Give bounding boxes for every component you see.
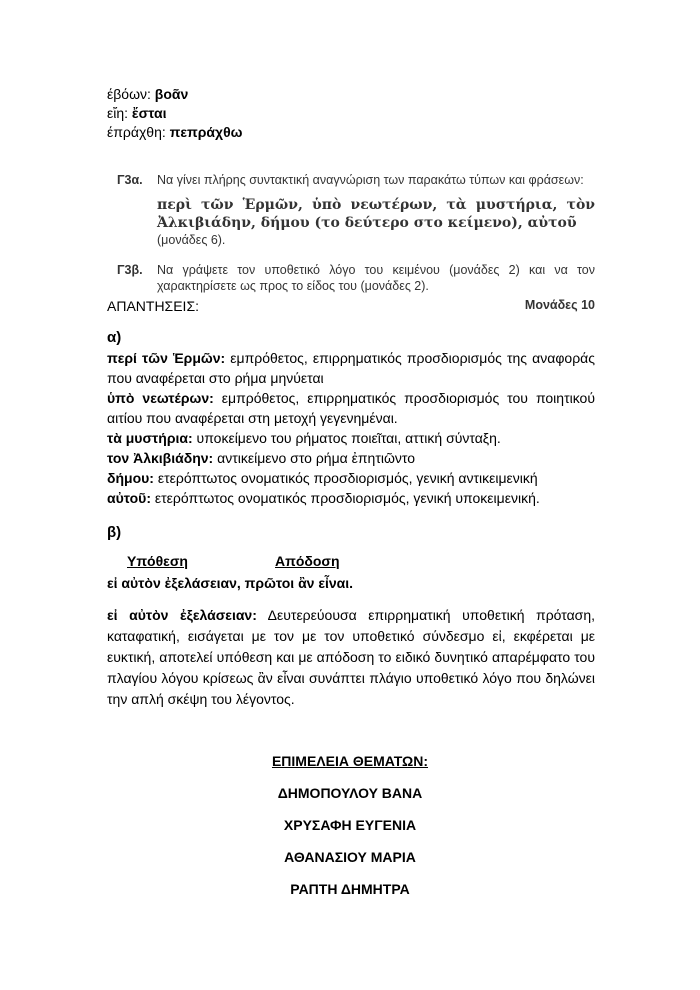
conditional-headers [107,553,595,573]
question-text: Να γίνει πλήρης συντακτική αναγνώριση των παρακάτω τύπων και φράσεων: [157,173,584,187]
answer-item: δήμου: ετερόπτωτος ονοματικός προσδιορισμός, γενική αντικειμενική [107,470,538,486]
verb-form-line: έβόων: βοᾶν [107,86,189,102]
question-code: Γ3β. [117,263,143,277]
question-text: Να γράψετε τον υποθετικό λόγο του κειμένου (μονάδες 2) και να τον χαρακτηρίσετε ως προς το είδος του (μονάδες 2). [157,263,595,293]
question-code: Γ3α. [117,173,143,187]
question-terms: περὶ τῶν Ἑρμῶν, ὑπὸ νεωτέρων, τὰ μυστήρια, τὸν Ἀλκιβιάδην, δήμου (το δεύτερο στο κείμενο), αὐτοῦ [157,197,595,231]
answer-item: περί τῶν Ἑρμῶν: εμπρόθετος, επιρρηματικός προσδιορισμός της αναφοράς που αναφέρεται στο ρήμα μηνύεται [107,350,595,386]
credit-name: ΔΗΜΟΠΟΥΛΟΥ ΒΑΝΑ [277,785,423,801]
credits-block [0,745,700,905]
answer-item: τον Ἀλκιβιάδην: αντικείμενο στο ρήμα ἐπητιῶντο [107,450,416,466]
verb-form-line: έπράχθη: πεπράχθω [107,124,243,140]
apodosis-header: Απόδοση [275,553,340,569]
section-b [107,523,595,710]
section-a-label: α) [107,329,122,346]
verb-forms-list [107,85,242,142]
verb-form-line: εἴη: ἔσται [107,105,167,121]
conditional-analysis: εἰ αὐτὸν ἐξελάσειαν: Δευτερεύουσα επιρρηματική υποθετική πρόταση, καταφατική, εισάγεται με τον με τον υποθετικό σύνδεσμο εἰ, εκφέρεται με ευκτική, αποτελεί υπόθεση και με απόδοση το ειδικό δυνητικό απαρέμφατο του πλαγίου λόγου κρίσεως ἂν εἶναι συνάπτει πλάγιο υποθετικό λόγο που δηλώνει την απλή σκέψη του λέγοντος. [107,607,595,707]
answer-item: τὰ μυστήρια: υποκείμενο του ρήματος ποιεῖται, αττική σύνταξη. [107,430,501,446]
hypothesis-header: Υπόθεση [127,553,188,569]
marks-label: Μονάδες 10 [524,298,595,312]
section-b-label: β) [107,524,122,541]
question-units: (μονάδες 6). [157,233,226,247]
credit-name: ΡΑΠΤΗ ΔΗΜΗΤΡΑ [290,881,410,897]
credit-name: ΧΡΥΣΑΦΗ ΕΥΓΕΝΙΑ [283,817,417,833]
conditional-sentence: εἰ αὐτὸν ἐξελάσειαν, πρῶτοι ἂν εἶναι. [107,575,354,591]
answer-item: ὑπὸ νεωτέρων: εμπρόθετος, επιρρηματικός προσδιορισμός του ποιητικού αιτίου που αναφέρεται στη μετοχή γεγενημέναι. [107,390,595,426]
question-g3a [117,172,595,188]
answers-heading: ΑΠΑΝΤΗΣΕΙΣ: [107,298,199,314]
answers-section [107,297,595,508]
question-g3b [117,262,595,294]
exam-question-excerpt [117,172,595,312]
answer-item: αὐτοῦ: ετερόπτωτος ονοματικός προσδιορισμός, γενική υποκειμενική. [107,490,540,506]
credit-name: ΑΘΑΝΑΣΙΟΥ ΜΑΡΙΑ [284,849,416,865]
credits-title: ΕΠΙΜΕΛΕΙΑ ΘΕΜΑΤΩΝ: [271,753,429,769]
